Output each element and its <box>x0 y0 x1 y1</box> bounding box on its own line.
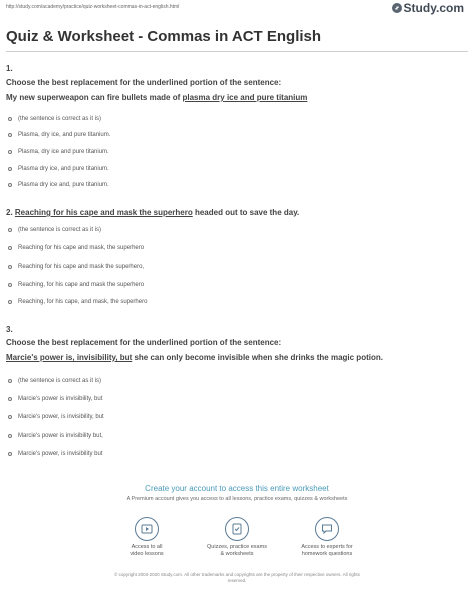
question-3-underlined: Marcie's power is, invisibility, but <box>6 353 133 362</box>
option-label: (the sentence is correct as it is) <box>18 116 102 122</box>
option-label: Marcie's power is invisibility but, <box>18 433 103 439</box>
radio-icon[interactable] <box>8 150 12 154</box>
question-3-option-b[interactable] <box>8 396 102 402</box>
study-logo[interactable] <box>392 1 464 15</box>
radio-icon[interactable] <box>8 183 12 187</box>
page-url[interactable]: http://study.com/academy/practice/quiz-worksheet-commas-in-act-english.html <box>6 4 180 10</box>
option-label: Marcie's power is invisibility, but <box>18 396 103 402</box>
copyright-notice <box>0 572 474 584</box>
feature-quizzes-line1: Quizzes, practice exams <box>207 544 267 550</box>
radio-icon[interactable] <box>8 283 12 287</box>
logo-text: Study.com <box>403 1 464 15</box>
video-play-icon <box>135 517 159 541</box>
create-account-link[interactable]: Create your account to access this entire worksheet <box>145 484 329 493</box>
radio-icon[interactable] <box>8 397 12 401</box>
radio-icon[interactable] <box>8 133 12 137</box>
question-1-sentence-before: My new superweapon can fire bullets made of <box>6 93 183 102</box>
question-3-option-d[interactable] <box>8 433 103 439</box>
feature-experts-label <box>282 544 372 558</box>
feature-quizzes-label <box>192 544 282 558</box>
promo-subtitle: A Premium account gives you access to all lessons, practice exams, quizzes & worksheets <box>126 496 348 502</box>
study-logo-icon <box>392 3 402 13</box>
radio-icon[interactable] <box>8 246 12 250</box>
question-3-option-c[interactable] <box>8 414 104 420</box>
feature-quizzes <box>192 517 282 558</box>
question-1-option-a[interactable] <box>8 116 101 122</box>
question-2-option-c[interactable] <box>8 264 144 270</box>
top-bar <box>0 0 474 16</box>
question-2-sentence-after: headed out to save the day. <box>192 208 300 217</box>
radio-icon[interactable] <box>8 415 12 419</box>
option-label: Marcie's power, is invisibility, but <box>18 414 104 420</box>
option-label: (the sentence is correct as it is) <box>18 378 102 384</box>
question-2-option-d[interactable] <box>8 282 144 288</box>
feature-video-line1: Access to all <box>131 544 163 550</box>
feature-experts-line1: Access to experts for <box>301 544 353 550</box>
question-1-option-e[interactable] <box>8 182 109 188</box>
quiz-checklist-icon <box>225 517 249 541</box>
feature-experts <box>282 517 372 558</box>
option-label: Marcie's power, is invisibility but <box>18 451 103 457</box>
page-title: Quiz & Worksheet - Commas in ACT English <box>6 28 322 45</box>
option-label: (the sentence is correct as it is) <box>18 227 102 233</box>
option-label: Plasma dry ice and, pure titanium. <box>18 182 109 188</box>
feature-video-lessons <box>102 517 192 558</box>
question-3-option-e[interactable] <box>8 451 103 457</box>
title-divider <box>6 51 468 52</box>
question-1-option-c[interactable] <box>8 149 109 155</box>
question-3-sentence <box>6 353 383 362</box>
question-1-number: 1. <box>6 64 13 73</box>
question-3-sentence-after: she can only become invisible when she drinks the magic potion. <box>132 353 383 362</box>
feature-video-label <box>102 544 192 558</box>
question-1-option-b[interactable] <box>8 132 110 138</box>
experts-chat-icon <box>315 517 339 541</box>
radio-icon[interactable] <box>8 265 12 269</box>
radio-icon[interactable] <box>8 379 12 383</box>
question-2-underlined: Reaching for his cape and mask the superhero <box>14 208 193 217</box>
radio-icon[interactable] <box>8 434 12 438</box>
option-label: Plasma, dry ice, and pure titanium. <box>18 132 111 138</box>
radio-icon[interactable] <box>8 167 12 171</box>
option-label: Reaching, for his cape and mask the superhero <box>18 282 145 288</box>
option-label: Reaching for his cape and mask, the superhero <box>18 245 145 251</box>
copyright-line1: © copyright 2003-2020 Study.com. All other trademarks and copyrights are the property of their respective owners. All rights <box>114 572 360 577</box>
question-1-sentence <box>6 93 307 102</box>
feature-video-line2: video lessons <box>130 551 164 557</box>
feature-quizzes-line2: & worksheets <box>220 551 254 557</box>
question-2-option-b[interactable] <box>8 245 144 251</box>
question-3-option-a[interactable] <box>8 378 101 384</box>
question-1-option-d[interactable] <box>8 166 109 172</box>
question-2-sentence <box>6 208 299 217</box>
question-1-underlined: plasma dry ice and pure titanium <box>182 93 308 102</box>
question-2-option-a[interactable] <box>8 227 101 233</box>
radio-icon[interactable] <box>8 228 12 232</box>
question-1-prompt: Choose the best replacement for the underlined portion of the sentence: <box>6 78 282 87</box>
option-label: Plasma, dry ice and pure titanium. <box>18 149 109 155</box>
question-2-number: 2. <box>6 208 13 217</box>
option-label: Reaching, for his cape, and mask, the superhero <box>18 299 148 305</box>
copyright-line2: reserved. <box>227 578 247 583</box>
radio-icon[interactable] <box>8 117 12 121</box>
option-label: Reaching for his cape and mask the superhero, <box>18 264 145 270</box>
question-3-number: 3. <box>6 325 13 334</box>
radio-icon[interactable] <box>8 300 12 304</box>
option-label: Plasma dry ice, and pure titanium. <box>18 166 109 172</box>
question-2-option-e[interactable] <box>8 299 147 305</box>
radio-icon[interactable] <box>8 452 12 456</box>
feature-experts-line2: homework questions <box>301 551 353 557</box>
question-3-prompt: Choose the best replacement for the underlined portion of the sentence: <box>6 338 282 347</box>
